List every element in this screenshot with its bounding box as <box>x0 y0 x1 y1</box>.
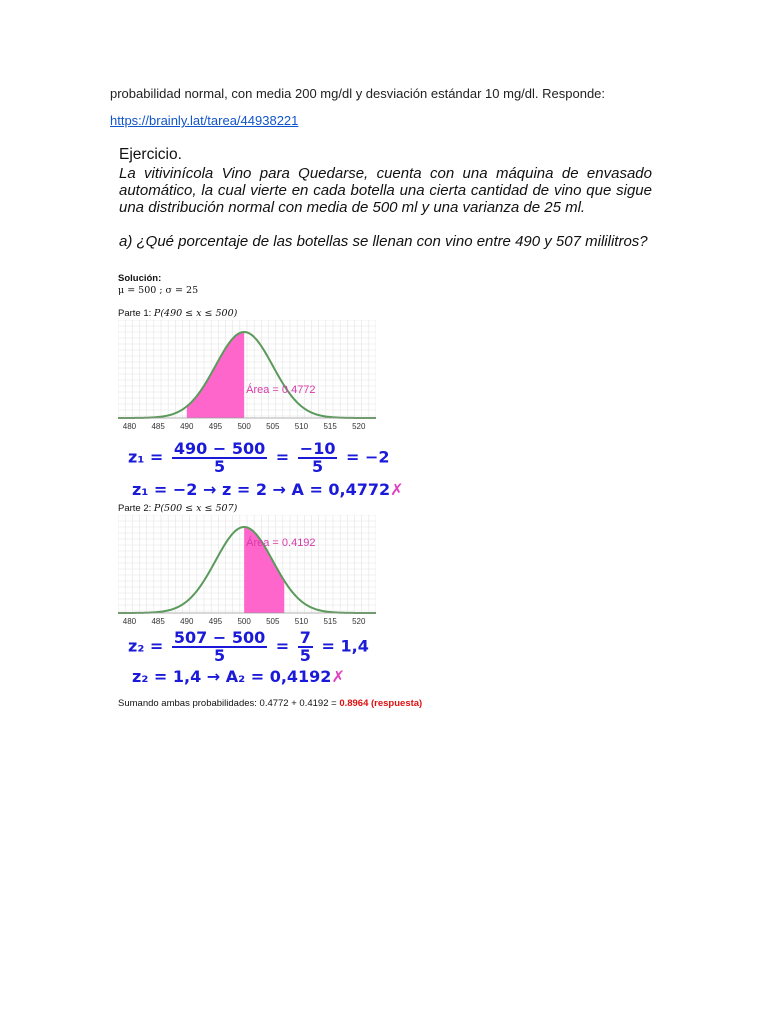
sum-answer: 0.8964 (respuesta) <box>339 698 423 709</box>
sum-text: Sumando ambas probabilidades: 0.4772 + 0.4192 = <box>118 698 340 709</box>
x-tick-label: 515 <box>323 422 337 431</box>
part1-z-equation <box>128 441 390 475</box>
brainly-link[interactable]: https://brainly.lat/tarea/44938221 <box>110 113 299 128</box>
area-annotation: Área = 0.4192 <box>246 537 316 549</box>
solution-title: Solución: <box>118 273 162 284</box>
chart-part1-svg <box>118 320 376 432</box>
part1-frac2-num: −10 <box>299 439 336 458</box>
part1-prefix: Parte 1: <box>118 308 154 319</box>
part2-frac1-den: 5 <box>213 646 226 665</box>
part1-frac1-den: 5 <box>213 457 226 476</box>
x-tick-label: 500 <box>237 422 251 431</box>
x-tick-label: 500 <box>237 617 251 626</box>
part2-frac2-den: 5 <box>299 646 311 665</box>
part1-area-line <box>132 480 404 499</box>
x-tick-label: 520 <box>352 617 366 626</box>
sum-line <box>118 698 422 709</box>
part2-frac1-num: 507 − 500 <box>173 628 266 647</box>
x-tick-label: 485 <box>151 422 165 431</box>
exercise-title: Ejercicio. <box>119 146 182 163</box>
part2-label <box>118 503 237 514</box>
part1-label <box>118 308 237 319</box>
exercise-body: La vitivinícola Vino para Quedarse, cuenta con una máquina de envasado automático, la cual vierte en cada botella una cierta cantidad de vino que sigue una distribución normal con media de 500 ml y una varianza de 25 ml. <box>119 165 652 216</box>
intro-text: probabilidad normal, con media 200 mg/dl y desviación estándar 10 mg/dl. Responde: <box>110 86 606 101</box>
x-tick-label: 490 <box>180 422 194 431</box>
chart-part2 <box>118 515 376 627</box>
part2-fraction-1 <box>172 630 267 664</box>
part1-frac1-num: 490 − 500 <box>173 439 266 458</box>
x-tick-label: 510 <box>294 617 309 626</box>
part2-z-result: = 1,4 <box>321 636 369 656</box>
part1-area-text: z₁ = −2 → z = 2 → A = 0,4772 <box>132 480 391 499</box>
solution-params: μ = 500 ; σ = 25 <box>118 285 199 296</box>
part1-z-lhs: z₁ = <box>128 447 164 467</box>
x-tick-label: 510 <box>294 422 309 431</box>
x-tick-label: 520 <box>352 422 366 431</box>
exercise-question: a) ¿Qué porcentaje de las botellas se llenan con vino entre 490 y 507 mililitros? <box>119 233 648 250</box>
part1-equals: = <box>275 447 290 467</box>
part2-area-text: z₂ = 1,4 → A₂ = 0,4192 <box>132 667 332 686</box>
x-tick-label: 495 <box>208 617 223 626</box>
part2-z-lhs: z₂ = <box>128 636 164 656</box>
part1-fraction-2 <box>298 441 338 475</box>
part1-frac2-den: 5 <box>312 457 324 476</box>
part1-expr: P(490 ≤ x ≤ 500) <box>153 308 238 319</box>
chart-part2-svg <box>118 515 376 627</box>
x-tick-label: 480 <box>122 422 137 431</box>
part1-fraction-1 <box>172 441 267 475</box>
shaded-area <box>187 332 244 418</box>
x-tick-label: 515 <box>323 617 337 626</box>
x-tick-label: 505 <box>266 617 280 626</box>
part2-z-equation <box>128 630 369 664</box>
part2-expr: P(500 ≤ x ≤ 507) <box>153 503 238 514</box>
x-tick-label: 490 <box>180 617 194 626</box>
x-tick-label: 495 <box>208 422 223 431</box>
x-tick-label: 485 <box>151 617 165 626</box>
part2-fraction-2 <box>298 630 313 664</box>
area-annotation: Área = 0.4772 <box>246 384 316 396</box>
part2-equals: = <box>275 636 290 656</box>
part2-check-mark: ✗ <box>331 667 345 686</box>
x-tick-label: 480 <box>122 617 137 626</box>
x-tick-label: 505 <box>266 422 280 431</box>
part1-check-mark: ✗ <box>390 480 404 499</box>
part2-prefix: Parte 2: <box>118 503 154 514</box>
chart-part1 <box>118 320 376 432</box>
part2-area-line <box>132 667 345 686</box>
part2-frac2-num: 7 <box>299 628 311 647</box>
part1-z-result: = −2 <box>346 447 390 467</box>
